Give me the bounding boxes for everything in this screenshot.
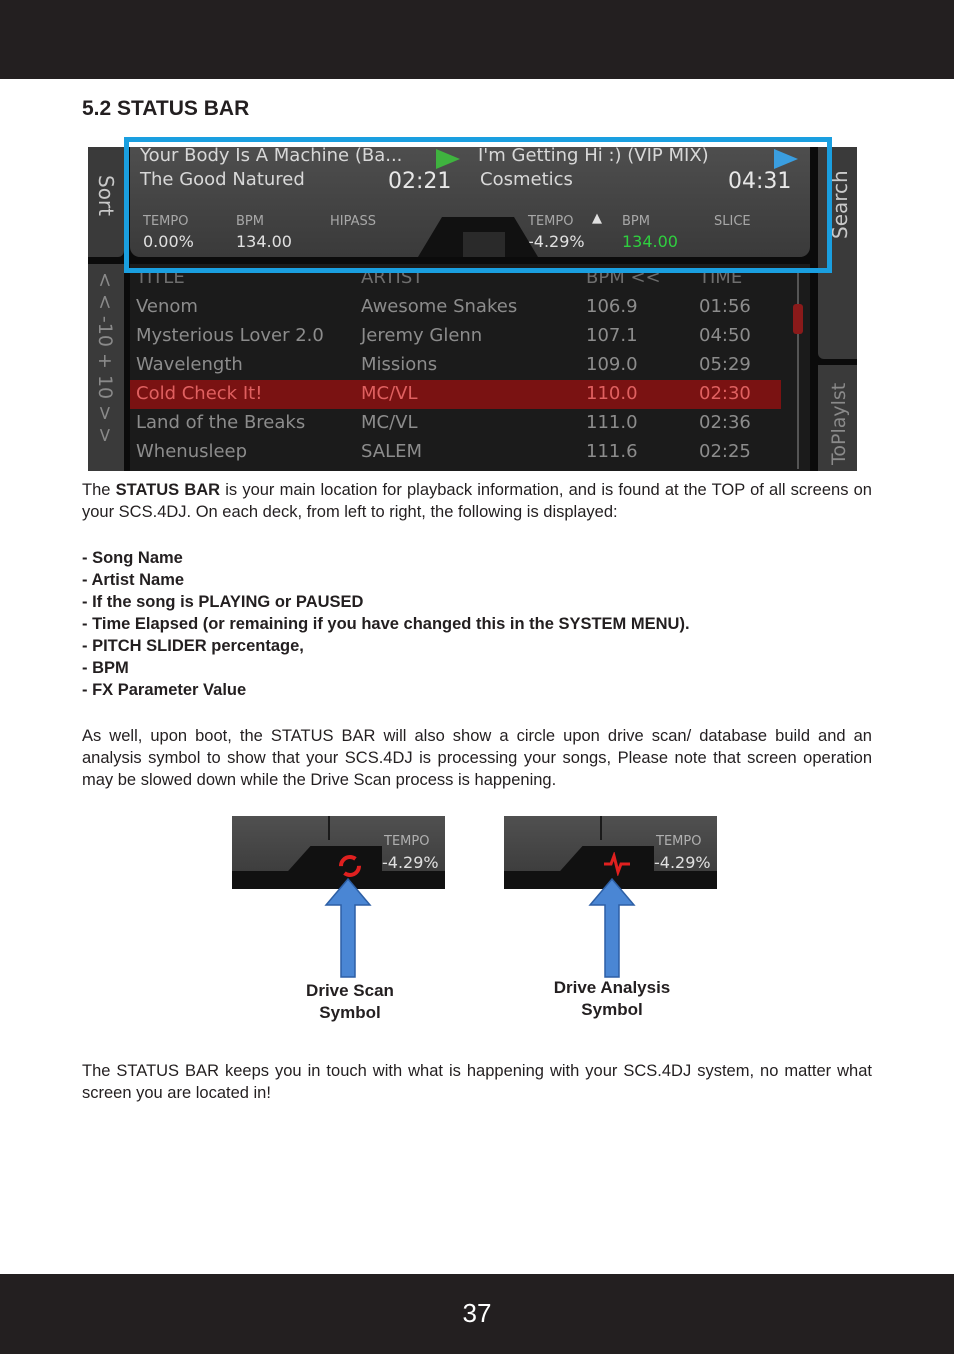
track-time: 04:50 (699, 325, 751, 346)
column-bpm[interactable]: BPM << (586, 267, 661, 288)
track-time: 02:25 (699, 441, 751, 462)
deck-a-tempo: 0.00% (143, 232, 194, 251)
track-title: Land of the Breaks (136, 412, 306, 433)
track-title: Cold Check It! (136, 383, 263, 404)
table-row[interactable] (130, 409, 781, 438)
column-time[interactable]: TIME (699, 267, 743, 288)
deck-b-time: 04:31 (728, 169, 792, 194)
track-time: 05:29 (699, 354, 751, 375)
track-title: Wavelength (136, 354, 243, 375)
track-title: Mysterious Lover 2.0 (136, 325, 324, 346)
drive-scan-paragraph: As well, upon boot, the STATUS BAR will also show a circle upon drive scan/ database build and an analysis symbol to show that your SCS.4DJ is processing your songs, Please note that screen operation may be slowed down while the Drive Scan process is happening. (82, 727, 872, 789)
deck-b-artist: Cosmetics (480, 169, 573, 190)
arrow-up-icon (588, 877, 636, 979)
track-title: Whenusleep (136, 441, 248, 462)
closing-paragraph: The STATUS BAR keeps you in touch with what is happening with your SCS.4DJ system, no matter what screen you are located in! (82, 1062, 872, 1102)
track-bpm: 106.9 (586, 296, 638, 317)
table-row[interactable] (130, 322, 781, 351)
drive-analysis-pulse-icon (602, 852, 632, 876)
list-item: - Song Name (82, 549, 183, 567)
status-bar-highlight-frame (124, 137, 832, 273)
table-row[interactable] (130, 351, 781, 380)
displayed-items-list (82, 547, 690, 701)
sort-label: Sort (94, 175, 118, 216)
track-list-scrollbar[interactable] (793, 269, 803, 469)
deck-a-time: 02:21 (388, 169, 452, 194)
deck-a-song: Your Body Is A Machine (Ba... (140, 147, 403, 166)
track-artist: MC/VL (361, 383, 418, 404)
tempo-value: -4.29% (382, 853, 439, 872)
deck-a-bpm: 134.00 (236, 232, 292, 251)
table-row[interactable] (130, 293, 781, 322)
drive-analysis-caption: Drive Analysis Symbol (553, 978, 671, 1019)
deck-b-tempo: -4.29% (528, 232, 585, 251)
tempo-label: TEMPO (656, 834, 702, 849)
track-artist: Awesome Snakes (361, 296, 518, 317)
deck-b-bpm-label: BPM (622, 214, 650, 229)
list-item: - Time Elapsed (or remaining if you have changed this in the SYSTEM MENU). (82, 615, 690, 633)
deck-b-song: I'm Getting Hi :) (VIP MIX) (478, 147, 709, 166)
arrow-up-icon (324, 877, 372, 979)
track-bpm: 107.1 (586, 325, 638, 346)
list-item: - If the song is PLAYING or PAUSED (82, 593, 364, 611)
toplaylist-label: ToPlaylst (828, 382, 850, 465)
track-artist: MC/VL (361, 412, 418, 433)
list-item: - BPM (82, 659, 129, 677)
deck-b-tempo-label: TEMPO (528, 214, 574, 229)
page-jump-tab (88, 264, 124, 471)
section-heading: 5.2 STATUS BAR (82, 97, 250, 120)
deck-a-fx-label: HIPASS (330, 214, 377, 229)
track-bpm: 109.0 (586, 354, 638, 375)
list-item: - FX Parameter Value (82, 681, 247, 699)
sort-tab (88, 147, 124, 257)
drive-scan-circle-icon (336, 852, 364, 880)
track-title: Venom (136, 296, 198, 317)
deck-a-tempo-label: TEMPO (143, 214, 189, 229)
column-title[interactable]: TITLE (136, 267, 185, 288)
track-time: 02:36 (699, 412, 751, 433)
deck-a-artist: The Good Natured (140, 169, 305, 190)
scrollbar-thumb[interactable] (793, 304, 803, 334)
drive-scan-caption: Drive Scan Symbol (306, 981, 394, 1022)
deck-b-bpm: 134.00 (622, 232, 678, 251)
table-row[interactable] (130, 380, 781, 409)
intro-paragraph: The STATUS BAR is your main location for playback information, and is found at the TOP of all screens on your SCS.4DJ. On each deck, from left to right, the following is displayed: (82, 481, 872, 521)
page-top-bar (0, 0, 954, 79)
deck-a-bpm-label: BPM (236, 214, 264, 229)
track-list[interactable] (130, 264, 810, 471)
track-bpm: 110.0 (586, 383, 638, 404)
track-bpm: 111.0 (586, 412, 638, 433)
search-label: Search (828, 170, 852, 239)
track-time: 01:56 (699, 296, 751, 317)
track-artist: Jeremy Glenn (361, 325, 483, 346)
list-item: - PITCH SLIDER percentage, (82, 637, 304, 655)
triangle-up-icon: ▲ (592, 211, 602, 226)
tempo-label: TEMPO (384, 834, 430, 849)
deck-b-fx-label: SLICE (714, 214, 751, 229)
page-number: 37 (462, 1298, 492, 1328)
track-artist: SALEM (361, 441, 423, 462)
track-artist: Missions (361, 354, 438, 375)
toplaylist-tab (818, 365, 857, 471)
page-jump-label: < < -10 + 10 > > (94, 272, 116, 444)
column-artist[interactable]: ARTIST (361, 267, 424, 288)
track-bpm: 111.6 (586, 441, 638, 462)
tempo-value: -4.29% (654, 853, 711, 872)
list-item: - Artist Name (82, 571, 185, 589)
table-row[interactable] (130, 438, 781, 467)
track-time: 02:30 (699, 383, 751, 404)
